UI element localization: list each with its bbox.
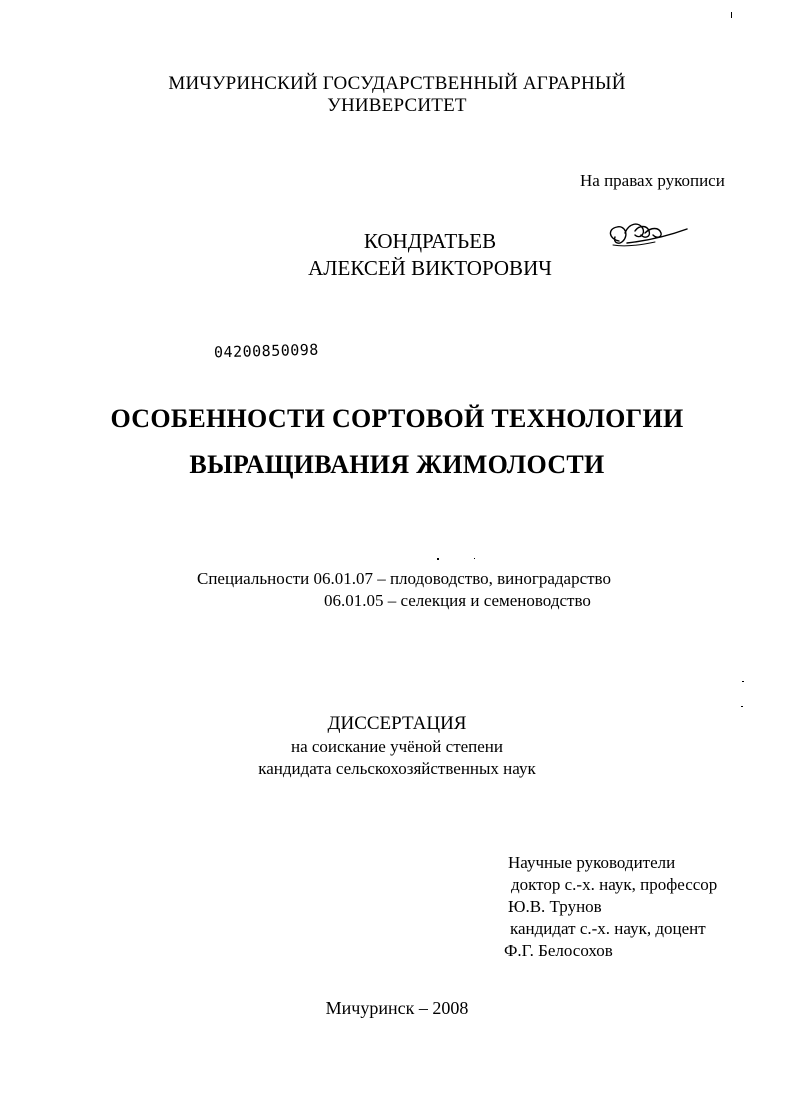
author-surname: КОНДРАТЬЕВ [363, 229, 497, 253]
specialty-line-1: Специальности 06.01.07 – плодоводство, виноградарство [197, 569, 611, 588]
author-signature [605, 215, 690, 255]
scan-speck [474, 558, 475, 559]
advisor-2-title: кандидат с.-х. наук, доцент [510, 919, 706, 938]
title-line-2: ВЫРАЩИВАНИЯ ЖИМОЛОСТИ [189, 450, 605, 479]
author-name [250, 228, 610, 282]
city-year: Мичуринск – 2008 [325, 998, 469, 1018]
title-line-1: ОСОБЕННОСТИ СОРТОВОЙ ТЕХНОЛОГИИ [110, 404, 684, 433]
university-line-1: МИЧУРИНСКИЙ ГОСУДАРСТВЕННЫЙ АГРАРНЫЙ [168, 73, 626, 94]
scan-speck [437, 558, 439, 560]
advisors-heading: Научные руководители [508, 853, 676, 872]
author-given-names: АЛЕКСЕЙ ВИКТОРОВИЧ [308, 256, 552, 280]
advisor-1-name: Ю.В. Трунов [508, 897, 602, 916]
dissertation-title [0, 396, 794, 488]
advisor-2-name: Ф.Г. Белосохов [504, 941, 613, 960]
dissertation-info [0, 713, 794, 780]
registration-number: 04200850098 [213, 340, 320, 362]
specialty-line-2: 06.01.05 – селекция и семеноводство [324, 591, 591, 610]
scan-speck [741, 706, 743, 707]
specialties [197, 568, 611, 612]
advisors [504, 852, 718, 962]
dissertation-degree: кандидата сельскохозяйственных наук [258, 759, 536, 778]
scan-speck [731, 12, 732, 18]
dissertation-type: ДИССЕРТАЦИЯ [327, 713, 467, 734]
rights-note: На правах рукописи [580, 171, 725, 190]
scan-speck [742, 681, 744, 682]
university-name [0, 73, 794, 117]
advisor-1-title: доктор с.-х. наук, профессор [511, 875, 718, 894]
university-line-2: УНИВЕРСИТЕТ [327, 95, 467, 116]
dissertation-purpose: на соискание учёной степени [290, 737, 504, 756]
